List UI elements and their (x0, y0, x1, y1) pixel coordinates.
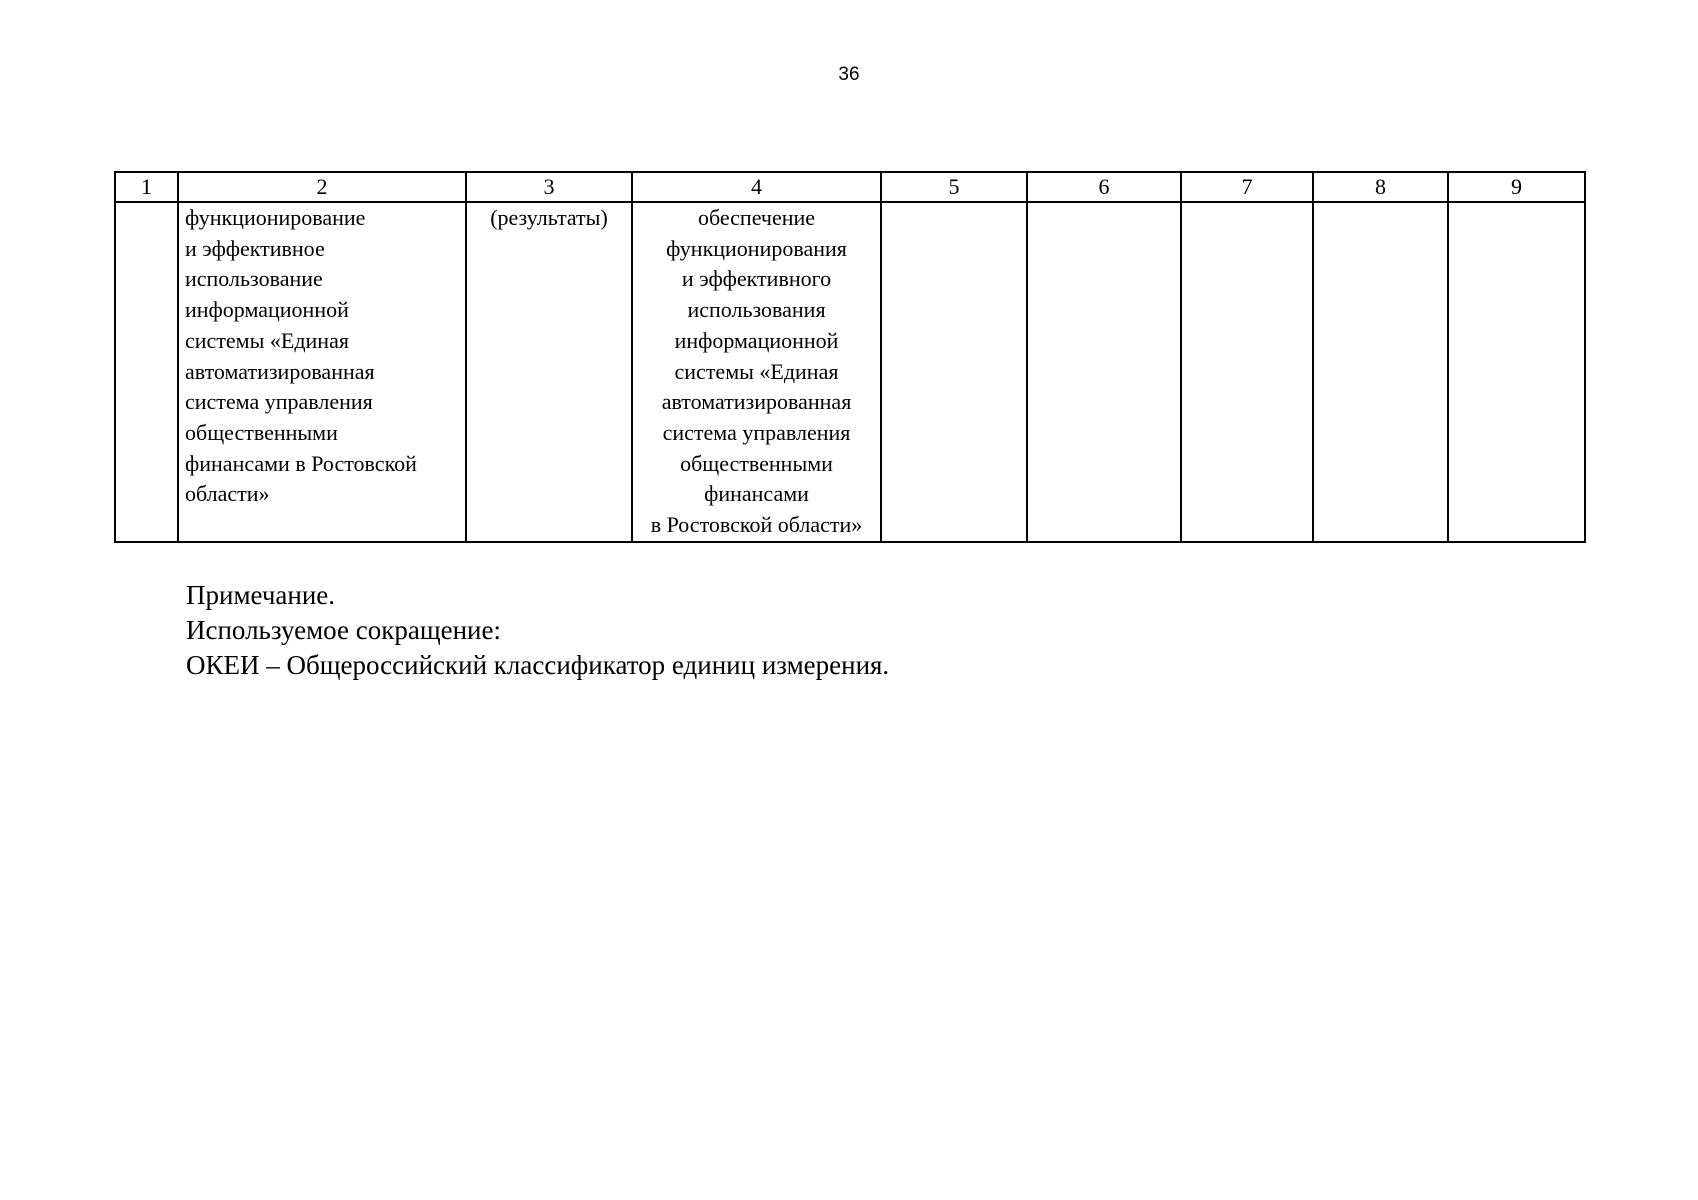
table-cell-col7 (1181, 202, 1313, 542)
column-header: 8 (1313, 172, 1448, 202)
table-cell-col6 (1027, 202, 1181, 542)
cell-line: общественными (680, 450, 833, 476)
table-cell-col8 (1313, 202, 1448, 542)
cell-line: использования (687, 297, 826, 323)
table-cell-col3 (466, 202, 632, 542)
column-header: 9 (1448, 172, 1585, 202)
table-cell-col5 (881, 202, 1027, 542)
cell-line: и эффективное (185, 235, 325, 261)
column-header: 6 (1027, 172, 1181, 202)
cell-line: функционирования (666, 235, 847, 261)
table-row (115, 202, 1585, 542)
column-header: 2 (178, 172, 466, 202)
cell-line: система управления (185, 389, 373, 415)
note-text: ОКЕИ – Общероссийский классификатор единиц измерения. (186, 650, 890, 680)
note-subtitle: Используемое сокращение: (186, 615, 501, 645)
cell-line: автоматизированная (185, 358, 375, 384)
cell-line: финансами в Ростовской (185, 450, 417, 476)
cell-line: системы «Единая (185, 327, 349, 353)
column-header: 4 (632, 172, 881, 202)
cell-line: система управления (662, 419, 851, 445)
note-title: Примечание. (186, 580, 336, 610)
cell-line: общественными (185, 419, 338, 445)
cell-line: информационной (185, 297, 349, 323)
cell-line: области» (185, 481, 270, 507)
data-table (114, 171, 1586, 543)
column-header: 7 (1181, 172, 1313, 202)
cell-line: системы «Единая (674, 358, 839, 384)
page-number: 36 (838, 64, 860, 85)
cell-line: использование (185, 266, 323, 292)
cell-line: (результаты) (490, 205, 608, 230)
cell-line: автоматизированная (661, 389, 852, 415)
column-header: 5 (881, 172, 1027, 202)
table-cell-col1 (115, 202, 178, 542)
table-cell-col9 (1448, 202, 1585, 542)
cell-line: функционирование (185, 205, 366, 230)
column-header: 1 (115, 172, 178, 202)
cell-line: и эффективного (681, 266, 832, 292)
cell-line: в Ростовской области» (650, 512, 863, 538)
table-header-row (115, 172, 1585, 202)
footnote (186, 578, 889, 683)
cell-line: финансами (704, 481, 809, 507)
cell-line: обеспечение (697, 205, 816, 230)
table-cell-col4 (632, 202, 881, 542)
column-header: 3 (466, 172, 632, 202)
table-cell-col2 (178, 202, 466, 542)
cell-line: информационной (674, 327, 839, 353)
